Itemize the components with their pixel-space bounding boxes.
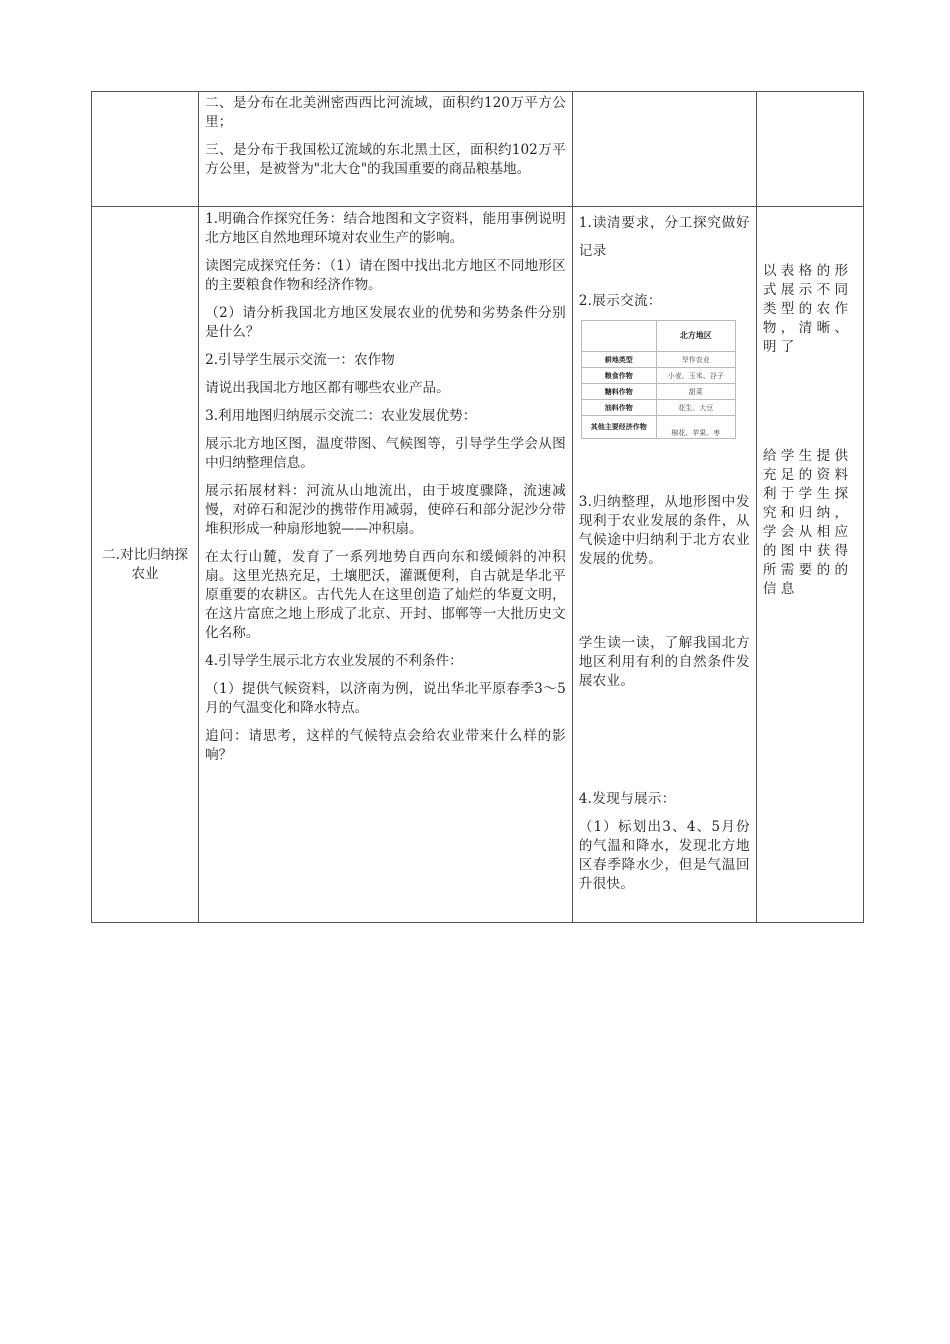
paragraph: 4.引导学生展示北方农业发展的不利条件：: [205, 653, 463, 669]
row-value: 花生、大豆: [656, 400, 735, 416]
row-value: 旱作农业: [656, 352, 735, 368]
stage-label: 二.对比归纳探农业: [102, 546, 188, 582]
row-label: 其他主要经济作物: [581, 416, 656, 439]
design-intent-cell: [756, 207, 863, 923]
design-note: 以表格的形式展示不同类型的农作物，清晰、明了: [762, 263, 853, 355]
paragraph: （1）标划出3、4、5月份的气温和降水，发现北方地区春季降水少，但是气温回升很快。: [578, 819, 750, 892]
paragraph: 请说出我国北方地区都有哪些农业产品。: [205, 380, 450, 396]
row-value: 甜菜: [656, 384, 735, 400]
design-intent-cell: [756, 92, 863, 207]
paragraph: （2）请分析我国北方地区发展农业的优势和劣势条件分别是什么？: [205, 305, 566, 340]
paragraph: （1）提供气候资料，以济南为例，说出华北平原春季3～5月的气温变化和降水特点。: [205, 681, 566, 716]
paragraph: 1.明确合作探究任务：结合地图和文字资料，能用事例说明北方地区自然地理环境对农业生产的影响。: [205, 211, 566, 246]
paragraph: 3.利用地图归纳展示交流二：农业发展优势：: [205, 408, 477, 424]
design-note: 给学生提供充足的资料利于学生探究和归纳，学会从相应的图中获得所需要的的信息: [762, 448, 853, 597]
paragraph: 2.引导学生展示交流一：农作物: [205, 352, 395, 368]
row-label: 耕地类型: [581, 352, 656, 368]
paragraph: 读图完成探究任务：（1）请在图中找出北方地区不同地形区的主要粮食作物和经济作物。: [205, 258, 566, 293]
row-label: 油料作物: [581, 400, 656, 416]
column-header: 北方地区: [656, 321, 735, 352]
student-activity-cell: [572, 92, 756, 207]
table-row: [581, 368, 735, 384]
paragraph: 学生读一读，了解我国北方地区利用有利的自然条件发展农业。: [578, 635, 750, 689]
table-row: [581, 384, 735, 400]
paragraph: 追问：请思考，这样的气候特点会给农业带来什么样的影响？: [205, 728, 566, 763]
table-row: [581, 352, 735, 368]
paragraph: 3.归纳整理，从地形图中发现利于农业发展的条件，从气候途中归纳利于北方农业发展的优势。: [578, 494, 750, 567]
table-row: [581, 321, 735, 352]
stage-cell: [92, 207, 199, 923]
crops-table-image: [581, 320, 736, 439]
student-activity-cell: [572, 207, 756, 923]
teacher-activity-cell: [199, 207, 573, 923]
paragraph: 2.展示交流：: [578, 293, 662, 309]
paragraph: 4.发现与展示：: [578, 791, 676, 807]
table-row: [92, 92, 864, 207]
paragraph: 展示拓展材料：河流从山地流出，由于坡度骤降，流速减慢，对碎石和泥沙的携带作用减弱，使碎石和部分泥沙分带堆积形成一种扇形地貌——冲积扇。: [205, 483, 566, 537]
paragraph: 1.读清要求，分工探究做好记录: [578, 215, 750, 259]
paragraph: 在太行山麓，发育了一系列地势自西向东和缓倾斜的冲积扇。这里光热充足，土壤肥沃，灌溉便利，自古就是华北平原重要的农耕区。古代先人在这里创造了灿烂的华夏文明，在这片富庶之地上形成了北京、开封、邯郸等一大批历史文化名称。: [205, 549, 566, 641]
paragraph: 三、是分布于我国松辽流域的东北黑土区，面积约102万平方公里，是被誉为"北大仓"的我国重要的商品粮基地。: [205, 142, 566, 177]
paragraph: 二、是分布在北美洲密西西比河流域，面积约120万平方公里；: [205, 95, 566, 130]
row-label: 糖料作物: [581, 384, 656, 400]
lesson-plan-table: [91, 91, 864, 923]
stage-cell: [92, 92, 199, 207]
row-value: 棉花、苹果、枣: [656, 416, 735, 439]
row-value: 小麦、玉米、谷子: [656, 368, 735, 384]
row-label: 粮食作物: [581, 368, 656, 384]
table-row: [581, 400, 735, 416]
table-row: [581, 416, 735, 439]
paragraph: 展示北方地区图，温度带图、气候图等，引导学生学会从图中归纳整理信息。: [205, 436, 566, 471]
teacher-activity-cell: [199, 92, 573, 207]
table-row: [92, 207, 864, 923]
